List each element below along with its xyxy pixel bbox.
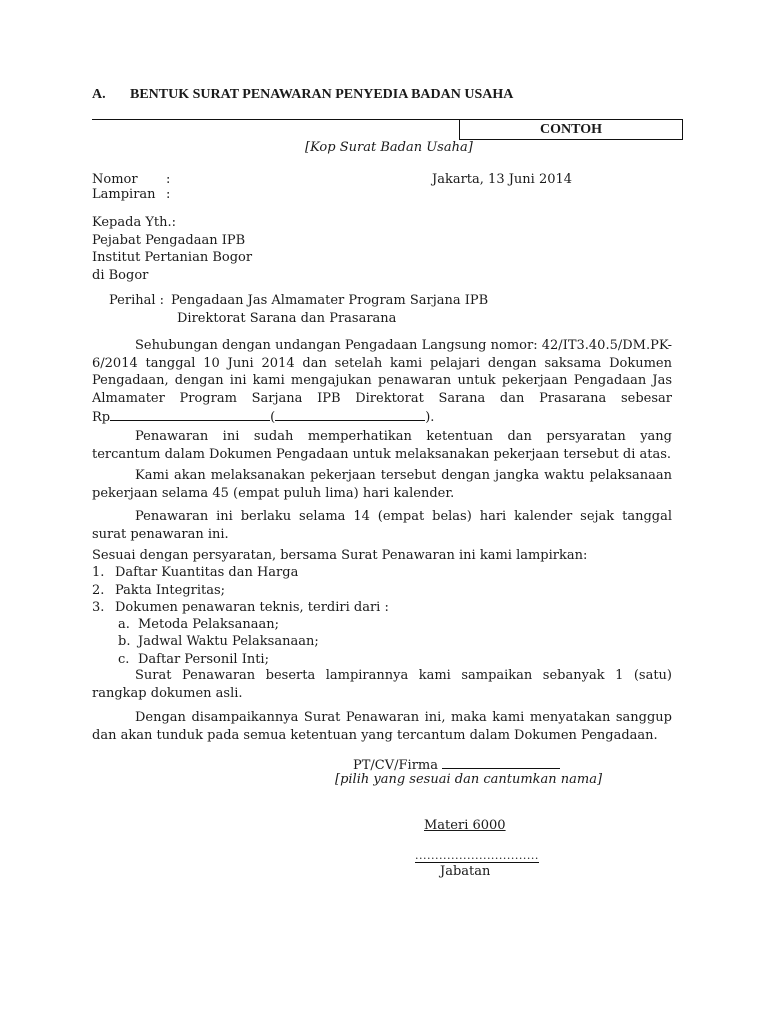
paragraph-2: Penawaran ini sudah memperhatikan ketentuan dan persyaratan yang tercantum dalam Dokumen Pengadaan untuk melaksanakan pekerjaan tersebut di atas. [92, 429, 672, 462]
paragraph-1 [92, 337, 672, 427]
firma-label: PT/CV/Firma [353, 758, 438, 773]
paragraph-4: Penawaran ini berlaku selama 14 (empat belas) hari kalender sejak tanggal surat penawaran ini. [92, 509, 672, 542]
lampiran-label: Lampiran [92, 187, 156, 202]
list-item: 1. Daftar Kuantitas dan Harga [92, 565, 299, 581]
contoh-label: CONTOH [459, 119, 683, 140]
jabatan-label: Jabatan [440, 864, 491, 879]
list-subitem: b. Jadwal Waktu Pelaksanaan; [118, 634, 319, 650]
recipient-block [92, 214, 252, 284]
section-title: BENTUK SURAT PENAWARAN PENYEDIA BADAN USAHA [130, 87, 514, 102]
recipient-salutation: Kepada Yth.: [92, 215, 177, 230]
list-subitem: a. Metoda Pelaksanaan; [118, 617, 279, 633]
perihal-line-1: Pengadaan Jas Almamater Program Sarjana IPB [171, 293, 489, 308]
open-paren: ( [270, 410, 276, 425]
perihal-block [109, 292, 488, 327]
list-item: 2. Pakta Integritas; [92, 582, 226, 598]
kop-surat: [Kop Surat Badan Usaha] [305, 140, 473, 155]
nomor-sep: : [166, 172, 171, 187]
recipient-line-1: Pejabat Pengadaan IPB [92, 232, 246, 248]
amount-blank [110, 407, 270, 421]
attachments-list [92, 547, 587, 668]
paragraph-1-text: Sehubungan dengan undangan Pengadaan Langsung nomor: 42/IT3.40.5/DM.PK-6/2014 tanggal 10 Juni 2014 dan setelah kami pelajari dengan saksama Dokumen Pengadaan, dengan ini kami mengajukan penawaran untuk pekerjaan Pengadaan Jas Almamater Program Sarjana IPB Direktorat Sarana dan Prasarana sebesar [92, 338, 672, 406]
close-paren: ). [425, 410, 435, 425]
paragraph-5: Surat Penawaran beserta lampirannya kami sampaikan sebanyak 1 (satu) rangkap dokumen asli. [92, 668, 672, 701]
recipient-line-3: di Bogor [92, 267, 149, 283]
list-subitem: c. Daftar Personil Inti; [118, 651, 269, 667]
firma-note: [pilih yang sesuai dan cantumkan nama] [335, 772, 603, 787]
perihal-line-2: Direktorat Sarana dan Prasarana [177, 310, 397, 326]
rp-label: Rp [92, 410, 111, 425]
section-heading [92, 86, 513, 104]
section-letter: A. [92, 87, 106, 102]
nomor-label: Nomor [92, 172, 138, 187]
paragraph-3: Kami akan melaksanakan pekerjaan tersebut dengan jangka waktu pelaksanaan pekerjaan selama 45 (empat puluh lima) hari kalender. [92, 468, 672, 501]
lampiran-sep: : [166, 187, 171, 202]
perihal-label: Perihal : [109, 293, 165, 308]
recipient-line-2: Institut Pertanian Bogor [92, 250, 253, 265]
lampiran-row [92, 186, 170, 204]
paragraph-6: Dengan disampaikannya Surat Penawaran ini, maka kami menyatakan sanggup dan akan tunduk pada semua ketentuan yang tercantum dalam Dokumen Pengadaan. [92, 710, 672, 743]
list-item: 3. Dokumen penawaran teknis, terdiri dari : [92, 599, 389, 615]
signature-dots: ............................... [415, 849, 539, 862]
materai-label: Materi 6000 [424, 818, 506, 833]
attachments-intro: Sesuai dengan persyaratan, bersama Surat Penawaran ini kami lampirkan: [92, 548, 588, 563]
header-rule [92, 119, 460, 120]
amount-words-blank [275, 407, 425, 421]
firma-name-blank [442, 755, 560, 769]
letter-date: Jakarta, 13 Juni 2014 [432, 172, 573, 187]
